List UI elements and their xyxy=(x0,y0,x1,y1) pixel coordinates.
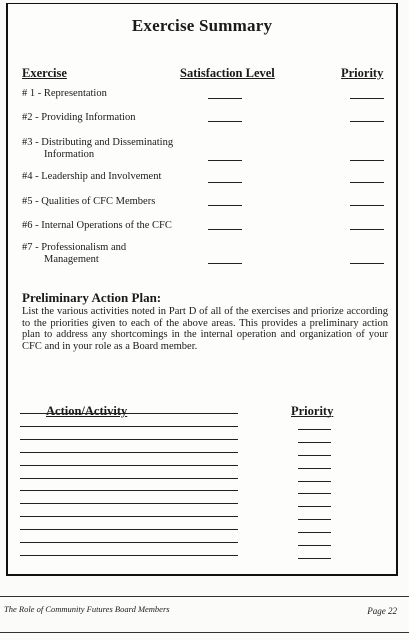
priority-blank[interactable] xyxy=(350,229,384,230)
activity-line[interactable] xyxy=(20,555,238,556)
exercise-column-header: Exercise xyxy=(22,66,67,80)
priority-blank[interactable] xyxy=(350,121,384,122)
exercise-label: #2 - Providing Information xyxy=(22,112,136,123)
activity-priority-line[interactable] xyxy=(298,481,331,482)
activity-priority-line[interactable] xyxy=(298,429,331,430)
activity-priority-line[interactable] xyxy=(298,532,331,533)
satisfaction-blank[interactable] xyxy=(208,229,242,230)
activity-line[interactable] xyxy=(20,529,238,530)
exercise-label-continued: Information xyxy=(44,149,95,160)
exercise-label: # 1 - Representation xyxy=(22,88,107,99)
exercise-row xyxy=(22,137,173,161)
satisfaction-blank[interactable] xyxy=(208,160,242,161)
satisfaction-blank[interactable] xyxy=(208,205,242,206)
activity-line[interactable] xyxy=(20,439,238,440)
exercise-row xyxy=(22,171,161,183)
action-plan-heading: Preliminary Action Plan: xyxy=(22,290,162,305)
exercise-label-continued: Management xyxy=(44,254,99,265)
footer-rule xyxy=(0,596,409,597)
priority-blank[interactable] xyxy=(350,98,384,99)
exercise-label: #6 - Internal Operations of the CFC xyxy=(22,220,172,231)
exercise-row xyxy=(22,220,172,232)
activity-priority-line[interactable] xyxy=(298,493,331,494)
satisfaction-blank[interactable] xyxy=(208,98,242,99)
activity-priority-line[interactable] xyxy=(298,442,331,443)
page-title: Exercise Summary xyxy=(131,16,273,35)
activity-line[interactable] xyxy=(20,465,238,466)
activity-line[interactable] xyxy=(20,503,238,504)
activity-line[interactable] xyxy=(20,413,238,414)
exercise-row xyxy=(22,88,107,100)
activity-priority-line[interactable] xyxy=(298,545,331,546)
action-activity-header: Action/Activity xyxy=(46,404,128,418)
priority-blank[interactable] xyxy=(350,263,384,264)
activity-priority-line[interactable] xyxy=(298,468,331,469)
priority-column-header: Priority xyxy=(341,66,384,80)
exercise-label: #4 - Leadership and Involvement xyxy=(22,171,162,182)
activity-line[interactable] xyxy=(20,542,238,543)
satisfaction-column-header: Satisfaction Level xyxy=(180,66,275,80)
exercise-label: #3 - Distributing and Disseminating xyxy=(22,137,174,148)
activity-priority-line[interactable] xyxy=(298,519,331,520)
footer-document-title: The Role of Community Futures Board Members xyxy=(4,604,170,614)
footer-bottom-rule xyxy=(0,632,409,633)
satisfaction-blank[interactable] xyxy=(208,121,242,122)
footer-page-number: Page 22 xyxy=(367,606,397,616)
activity-priority-line[interactable] xyxy=(298,558,331,559)
priority-blank[interactable] xyxy=(350,205,384,206)
activity-line[interactable] xyxy=(20,426,238,427)
activity-priority-line[interactable] xyxy=(298,506,331,507)
activity-priority-line[interactable] xyxy=(298,416,331,417)
activity-line[interactable] xyxy=(20,478,238,479)
exercise-label: #7 - Professionalism and xyxy=(22,242,127,253)
priority-blank[interactable] xyxy=(350,160,384,161)
exercise-label: #5 - Qualities of CFC Members xyxy=(22,196,156,207)
satisfaction-blank[interactable] xyxy=(208,263,242,264)
activity-priority-line[interactable] xyxy=(298,455,331,456)
exercise-row xyxy=(22,196,155,208)
exercise-row xyxy=(22,242,126,266)
satisfaction-blank[interactable] xyxy=(208,182,242,183)
exercise-row xyxy=(22,112,135,124)
action-priority-header: Priority xyxy=(291,404,334,418)
activity-line[interactable] xyxy=(20,490,238,491)
activity-line[interactable] xyxy=(20,452,238,453)
priority-blank[interactable] xyxy=(350,182,384,183)
activity-line[interactable] xyxy=(20,516,238,517)
worksheet-frame xyxy=(6,3,398,576)
action-plan-instructions: List the various activities noted in Part D of all of the exercises and priorize according to the priorities given to each of the above areas. This provides a preliminary action plan to address any shortcomings in the internal operation and organization of your CFC and in your role as a Board member. xyxy=(22,306,388,352)
